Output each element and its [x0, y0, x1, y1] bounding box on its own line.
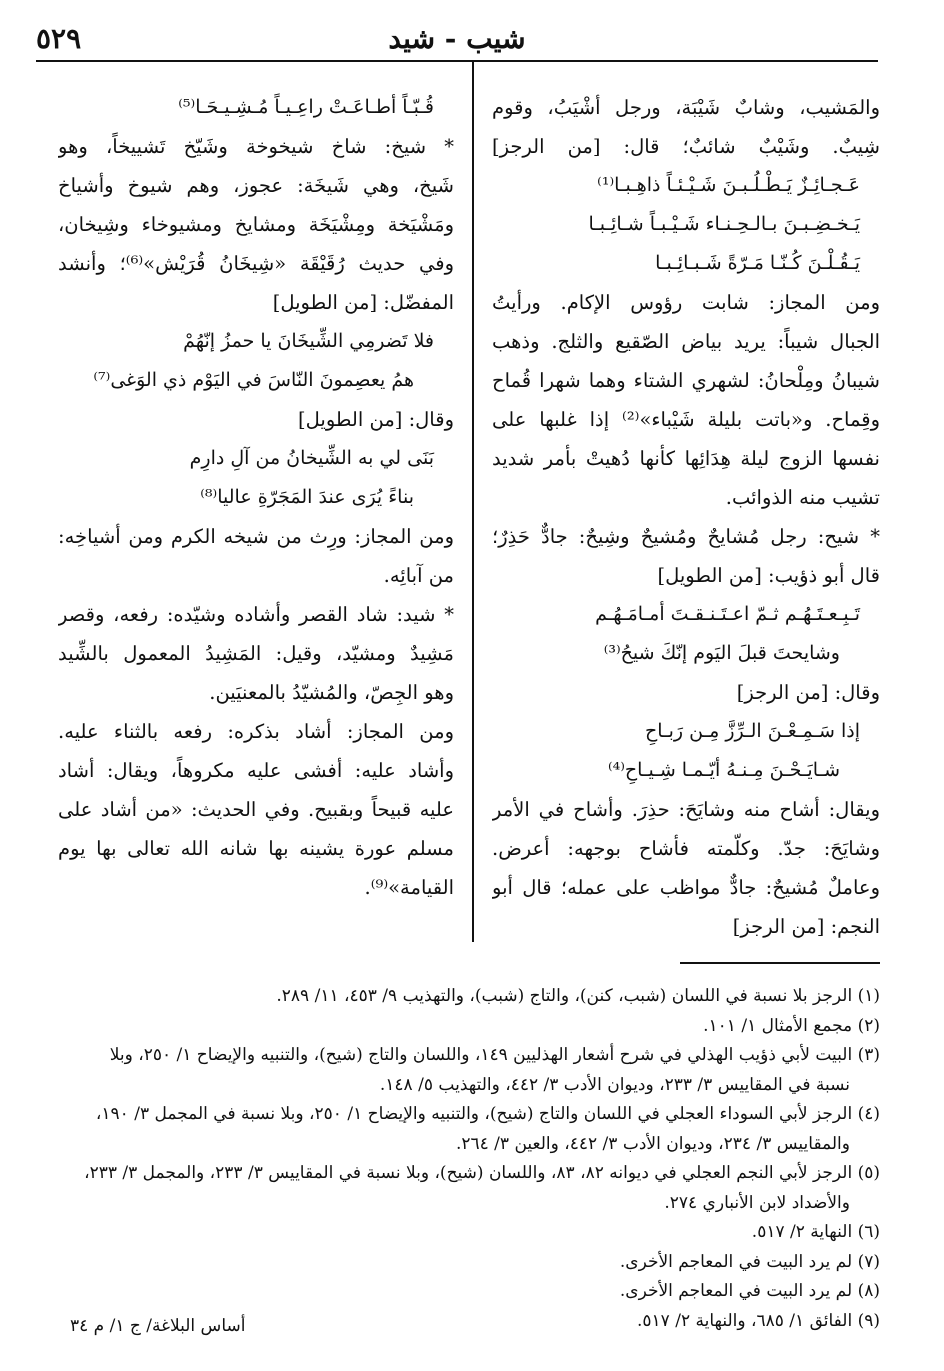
- running-title: شيب - شيد: [388, 22, 526, 55]
- text-line: ويقال: أشاح منه وشايَحَ: حذِرَ. وأشاح في الأمر: [492, 798, 880, 821]
- text-line: مسلم عورة يشينه بها شانه الله تعالى بها يوم: [58, 837, 454, 860]
- text-line: ومن المجاز: أشاد بذكره: رفعه بالثناء عليه.: [58, 720, 454, 743]
- signature-mark: أساس البلاغة/ ج ١/ م ٣٤: [70, 1316, 246, 1336]
- verse-line: عَـجـائِـزٌ يَـطْـلُـبـنَ شَـيْـئـاً ذاهِـبـا⁽¹⁾: [597, 174, 860, 196]
- column-divider: [472, 62, 474, 942]
- right-column: [492, 88, 880, 946]
- verse-line: وشايحتَ قبلَ اليَوم إنّكَ شيحُ⁽³⁾: [603, 642, 840, 664]
- text-line: وهو الجِصّ، والمُشيّدُ بالمعنيَين.: [209, 681, 454, 704]
- verse-line: تَـبِـعـتَـهُـم ثـمّ اعـتَـنـقـتَ أمـامَـهُـم: [595, 603, 860, 625]
- text-line: شِيبٌ. وشَيْبٌ شائبٌ؛ قال: [من الرجز]: [492, 135, 880, 158]
- verse-line: بَنَى لي به الشِّيخانُ من آلِ دارِم: [189, 447, 434, 469]
- text-line: والمَشيب، وشابٌ شَيْبَة، ورجل أشْيَبُ، وقوم: [492, 96, 880, 119]
- text-line: * شيخ: شاخ شيخوخة وشَيّخ تَشييخاً، وهو: [58, 135, 454, 158]
- footnote: (٨) لم يرد البيت في المعاجم الأخرى.: [619, 1281, 880, 1301]
- text-line: ومن المجاز: شابت رؤوس الإكام. ورأيتُ: [492, 291, 880, 314]
- footnote: نسبة في المقاييس ٣/ ٢٣٣، وديوان الأدب ٣/ ٤٤٢، والتهذيب ٥/ ١٤٨.: [379, 1074, 850, 1095]
- verse-line: يَـخـضِـبـنَ بـالـحِـنـاء شَـيْـبـاً شـائِـبـا: [588, 213, 860, 235]
- footnote: والمقاييس ٣/ ٢٣٤، وديوان الأدب ٣/ ٤٤٢، والعين ٣/ ٢٦٤.: [455, 1133, 850, 1154]
- verse-line: بناءً يُرَى عندَ المَجَرّةِ عاليا⁽⁸⁾: [200, 486, 414, 508]
- text-line: ومَشْيَخة ومِشْيَخَة ومشايخ ومشيوخاء وشِيخان،: [58, 213, 454, 236]
- text-line: * شيح: رجل مُشايحٌ ومُشيحٌ وشِيحٌ: جادٌّ حَذِرٌ؛: [492, 525, 880, 548]
- footnote: والأضداد لابن الأنباري ٢٧٤.: [664, 1192, 850, 1213]
- footnote-rule: [680, 962, 880, 964]
- text-line: مَشِيدٌ ومشيّد، وقيل: المَشِيدُ المعمول بالشِّيد: [58, 642, 454, 665]
- footnote: (٧) لم يرد البيت في المعاجم الأخرى.: [619, 1251, 880, 1272]
- header-rule: [36, 60, 878, 62]
- footnote: (٤) الرجز لأبي السوداء العجلي في اللسان والتاج (شيح)، والتنبيه والإيضاح ١/ ٢٥٠، وبلا نسبة في المجمل ٣/ ١٩٠،: [95, 1104, 880, 1124]
- text-line: قال أبو ذؤيب: [من الطويل]: [657, 564, 880, 587]
- verse-line: همُ يعصِمونَ النّاسَ في اليَوْم ذي الوَغى⁽⁷⁾: [93, 369, 414, 391]
- text-line: وشايَحَ: جدّ. وكلّمته فأشاح بوجهه: أعرض.: [492, 837, 880, 860]
- text-line: عليه قبيحاً وبقبيح. وفي الحديث: «من أشاد على: [58, 798, 454, 821]
- text-line: من آبائِه.: [383, 564, 454, 587]
- text-line: ومن المجاز: ورِث من شيخه الكرم ومن أشياخِه:: [58, 525, 454, 548]
- text-line: شيبانُ ومِلْحانُ: لشهري الشتاء وهما شهرا قُماح: [492, 369, 880, 392]
- text-line: * شيد: شاد القصر وأشاده وشيّده: رفعه، وقصر: [58, 603, 454, 626]
- text-line: وفي حديث رُقَيْقَة «شِيخَانُ قُرَيْش»⁽⁶⁾؛ وأنشد: [58, 252, 454, 275]
- footnote: (٩) الفائق ١/ ٦٨٥، والنهاية ٢/ ٥١٧.: [637, 1310, 880, 1331]
- text-line: وعاملٌ مُشيحٌ: جادٌّ مواظب على عمله؛ قال أبو: [492, 876, 880, 899]
- text-line: الجبال شيباً: يريد بياض الصّقيع والثلج. وذهب: [492, 330, 880, 353]
- left-column: [58, 88, 454, 907]
- footnote: (٦) النهاية ٢/ ٥١٧.: [751, 1222, 880, 1242]
- text-line: وقال: [من الرجز]: [736, 681, 880, 704]
- footnote: (٢) مجمع الأمثال ١/ ١٠١.: [703, 1015, 880, 1036]
- text-line: القيامة»⁽⁹⁾.: [364, 876, 454, 899]
- footnote: (١) الرجز بلا نسبة في اللسان (شبب، كنن)، والتاج (شبب)، والتهذيب ٩/ ٤٥٣، ١١/ ٢٨٩.: [276, 986, 880, 1006]
- verse-line: قُـبّـاً أطـاعَـتْ راعِـيـاً مُـشِـيـحَـا⁽⁵⁾: [178, 96, 434, 118]
- text-line: نفسها الزوج ليلة هِدَائِها كأنها دُهيتْ بأمر شديد: [492, 447, 880, 470]
- text-line: وقِماح. و«باتت بليلة شَيْباء»⁽²⁾ إذا غلبها على: [492, 408, 880, 431]
- text-line: تشيب منه الذوائب.: [725, 486, 880, 509]
- verse-line: إذا سَـمِـعْـنَ الـرِّزَّ مِـن رَبـاحِ: [645, 720, 860, 742]
- footnotes: [60, 982, 880, 1336]
- verse-line: شـايَـحْـنَ مِـنـهُ أيّـمـا شِـيـاحِ⁽⁴⁾: [607, 759, 840, 781]
- footnote: (٣) البيت لأبي ذؤيب الهذلي في شرح أشعار الهذليين ١٤٩، واللسان والتاج (شيح)، والتنبيه والإيضاح ١/ ٢٥٠، وبلا: [109, 1045, 880, 1065]
- verse-line: فلا تَضرمِي الشِّيخَانَ يا حمزُ إنّهُمْ: [183, 330, 434, 352]
- page-number: ٥٢٩: [36, 22, 82, 55]
- text-line: المفضّل: [من الطويل]: [272, 291, 454, 314]
- text-line: وأشاد عليه: أفشى عليه مكروهاً، ويقال: أشاد: [58, 759, 454, 782]
- footnote: (٥) الرجز لأبي النجم العجلي في ديوانه ٨٢، ٨٣، واللسان (شيح)، وبلا نسبة في المقاييس ٣/ ٢٣٣، والمجمل ٣/ ٢٣٣،: [84, 1163, 880, 1183]
- text-line: وقال: [من الطويل]: [298, 408, 454, 431]
- verse-line: يَـقُـلْـنَ كُـنّـا مَـرّةً شَـبـائِـبـا: [655, 252, 860, 274]
- text-line: النجم: [من الرجز]: [732, 915, 880, 938]
- page-header: [36, 22, 878, 56]
- text-line: شَيخ، وهي شَيخَة: عجوز، وهم شيوخ وأشياخ: [58, 174, 454, 197]
